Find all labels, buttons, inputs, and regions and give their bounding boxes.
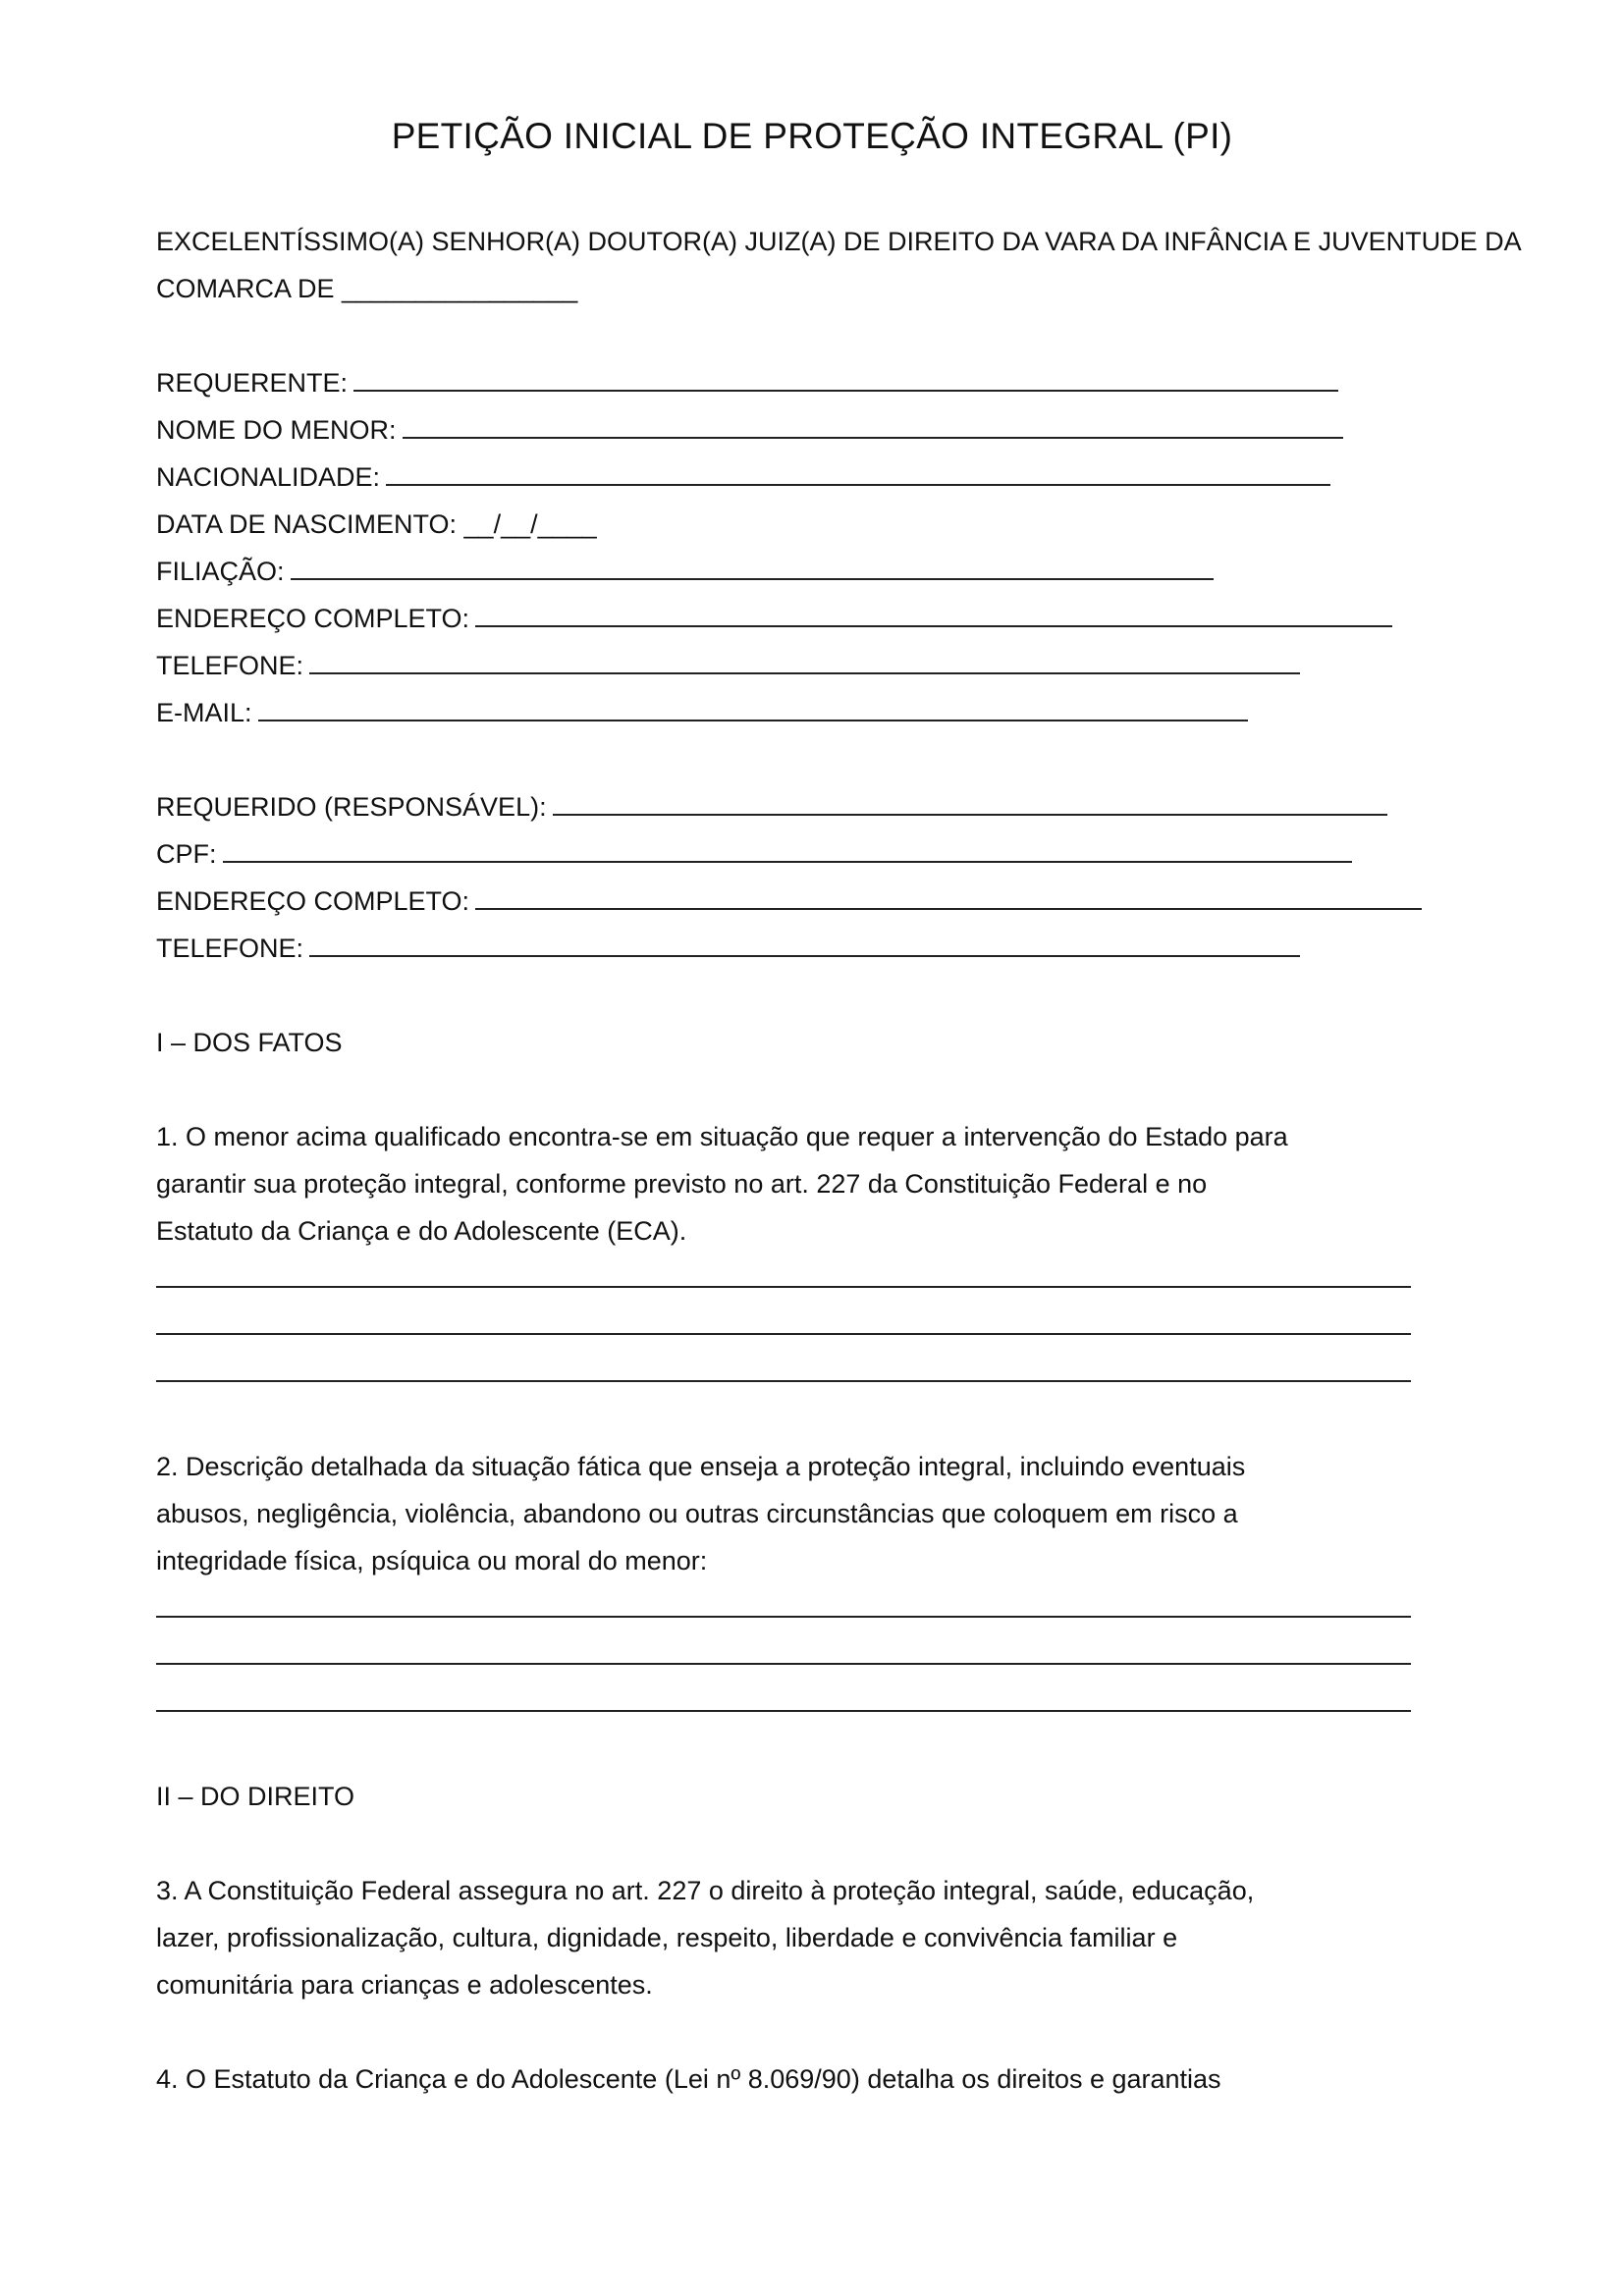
field-label: NACIONALIDADE: <box>156 462 381 492</box>
fill-line[interactable] <box>475 881 1422 910</box>
blank-writing-line[interactable] <box>156 1631 1609 1679</box>
spacer <box>156 1396 1609 1443</box>
spacer <box>156 1066 1609 1113</box>
fill-line[interactable] <box>309 928 1300 957</box>
field-nome-menor <box>156 406 1609 454</box>
field-label: CPF: <box>156 839 217 869</box>
field-cpf <box>156 830 1609 878</box>
paragraph-4-line: 4. O Estatuto da Criança e do Adolescente (Lei nº 8.069/90) detalha os direitos e garantias <box>156 2064 1221 2094</box>
spacer <box>156 1726 1609 1773</box>
blank-writing-line[interactable] <box>156 1255 1609 1302</box>
paragraph-2-line: 2. Descrição detalhada da situação fática que enseja a proteção integral, incluindo eventuais <box>156 1452 1246 1481</box>
field-label: ENDEREÇO COMPLETO: <box>156 886 470 916</box>
field-label: REQUERIDO (RESPONSÁVEL): <box>156 792 547 822</box>
fill-line[interactable] <box>258 692 1248 721</box>
paragraph-1-line: Estatuto da Criança e do Adolescente (ECA). <box>156 1216 687 1246</box>
blank-writing-line[interactable] <box>156 1302 1609 1349</box>
blank-writing-line[interactable] <box>156 1584 1609 1631</box>
fill-line[interactable] <box>223 833 1352 863</box>
paragraph-1-line: garantir sua proteção integral, conforme previsto no art. 227 da Constituição Federal e no <box>156 1169 1208 1199</box>
field-label: REQUERENTE: <box>156 368 349 398</box>
blank-writing-line[interactable] <box>156 1679 1609 1726</box>
field-label: FILIAÇÃO: <box>156 557 285 586</box>
field-endereco-requerido <box>156 878 1609 925</box>
spacer <box>156 1820 1609 1867</box>
field-requerido <box>156 783 1609 830</box>
field-label: TELEFONE: <box>156 934 304 963</box>
fill-line[interactable] <box>553 786 1387 816</box>
section-heading-fatos: I – DOS FATOS <box>156 1028 343 1057</box>
blank-writing-line[interactable] <box>156 1349 1609 1396</box>
paragraph-2-line: integridade física, psíquica ou moral do menor: <box>156 1546 708 1575</box>
paragraph-3-line: lazer, profissionalização, cultura, dignidade, respeito, liberdade e convivência familiar e <box>156 1923 1178 1952</box>
fill-line[interactable] <box>475 598 1392 627</box>
paragraph-1-line: 1. O menor acima qualificado encontra-se em situação que requer a intervenção do Estado para <box>156 1122 1288 1151</box>
field-telefone-requerente <box>156 642 1609 689</box>
paragraph-3-line: comunitária para crianças e adolescentes. <box>156 1970 653 2000</box>
field-label: NOME DO MENOR: <box>156 415 397 445</box>
field-data-nascimento: DATA DE NASCIMENTO: __/__/____ <box>156 509 597 539</box>
spacer <box>156 2008 1609 2056</box>
spacer <box>156 736 1609 783</box>
section-heading-direito: II – DO DIREITO <box>156 1782 355 1811</box>
spacer <box>156 972 1609 1019</box>
fill-line[interactable] <box>309 645 1300 674</box>
paragraph-3-line: 3. A Constituição Federal assegura no art. 227 o direito à proteção integral, saúde, educação, <box>156 1876 1255 1905</box>
field-endereco-requerente <box>156 595 1609 642</box>
field-label: TELEFONE: <box>156 651 304 680</box>
fill-line[interactable] <box>403 409 1343 439</box>
paragraph-2-line: abusos, negligência, violência, abandono ou outras circunstâncias que coloquem em risco a <box>156 1499 1238 1528</box>
document-title: PETIÇÃO INICIAL DE PROTEÇÃO INTEGRAL (PI) <box>391 116 1233 156</box>
field-requerente <box>156 359 1609 406</box>
field-email <box>156 689 1609 736</box>
fill-line[interactable] <box>353 362 1338 392</box>
fill-line[interactable] <box>291 551 1214 580</box>
field-filiacao <box>156 548 1609 595</box>
document-body <box>156 218 1609 2103</box>
field-label: E-MAIL: <box>156 698 252 727</box>
field-label: ENDEREÇO COMPLETO: <box>156 604 470 633</box>
field-telefone-requerido <box>156 925 1609 972</box>
addressee-line-2: COMARCA DE ________________ <box>156 274 578 303</box>
fill-line[interactable] <box>386 456 1330 486</box>
addressee-line-1: EXCELENTÍSSIMO(A) SENHOR(A) DOUTOR(A) JUIZ(A) DE DIREITO DA VARA DA INFÂNCIA E JUVENTUDE DA <box>156 227 1522 256</box>
spacer <box>156 312 1609 359</box>
field-nacionalidade <box>156 454 1609 501</box>
